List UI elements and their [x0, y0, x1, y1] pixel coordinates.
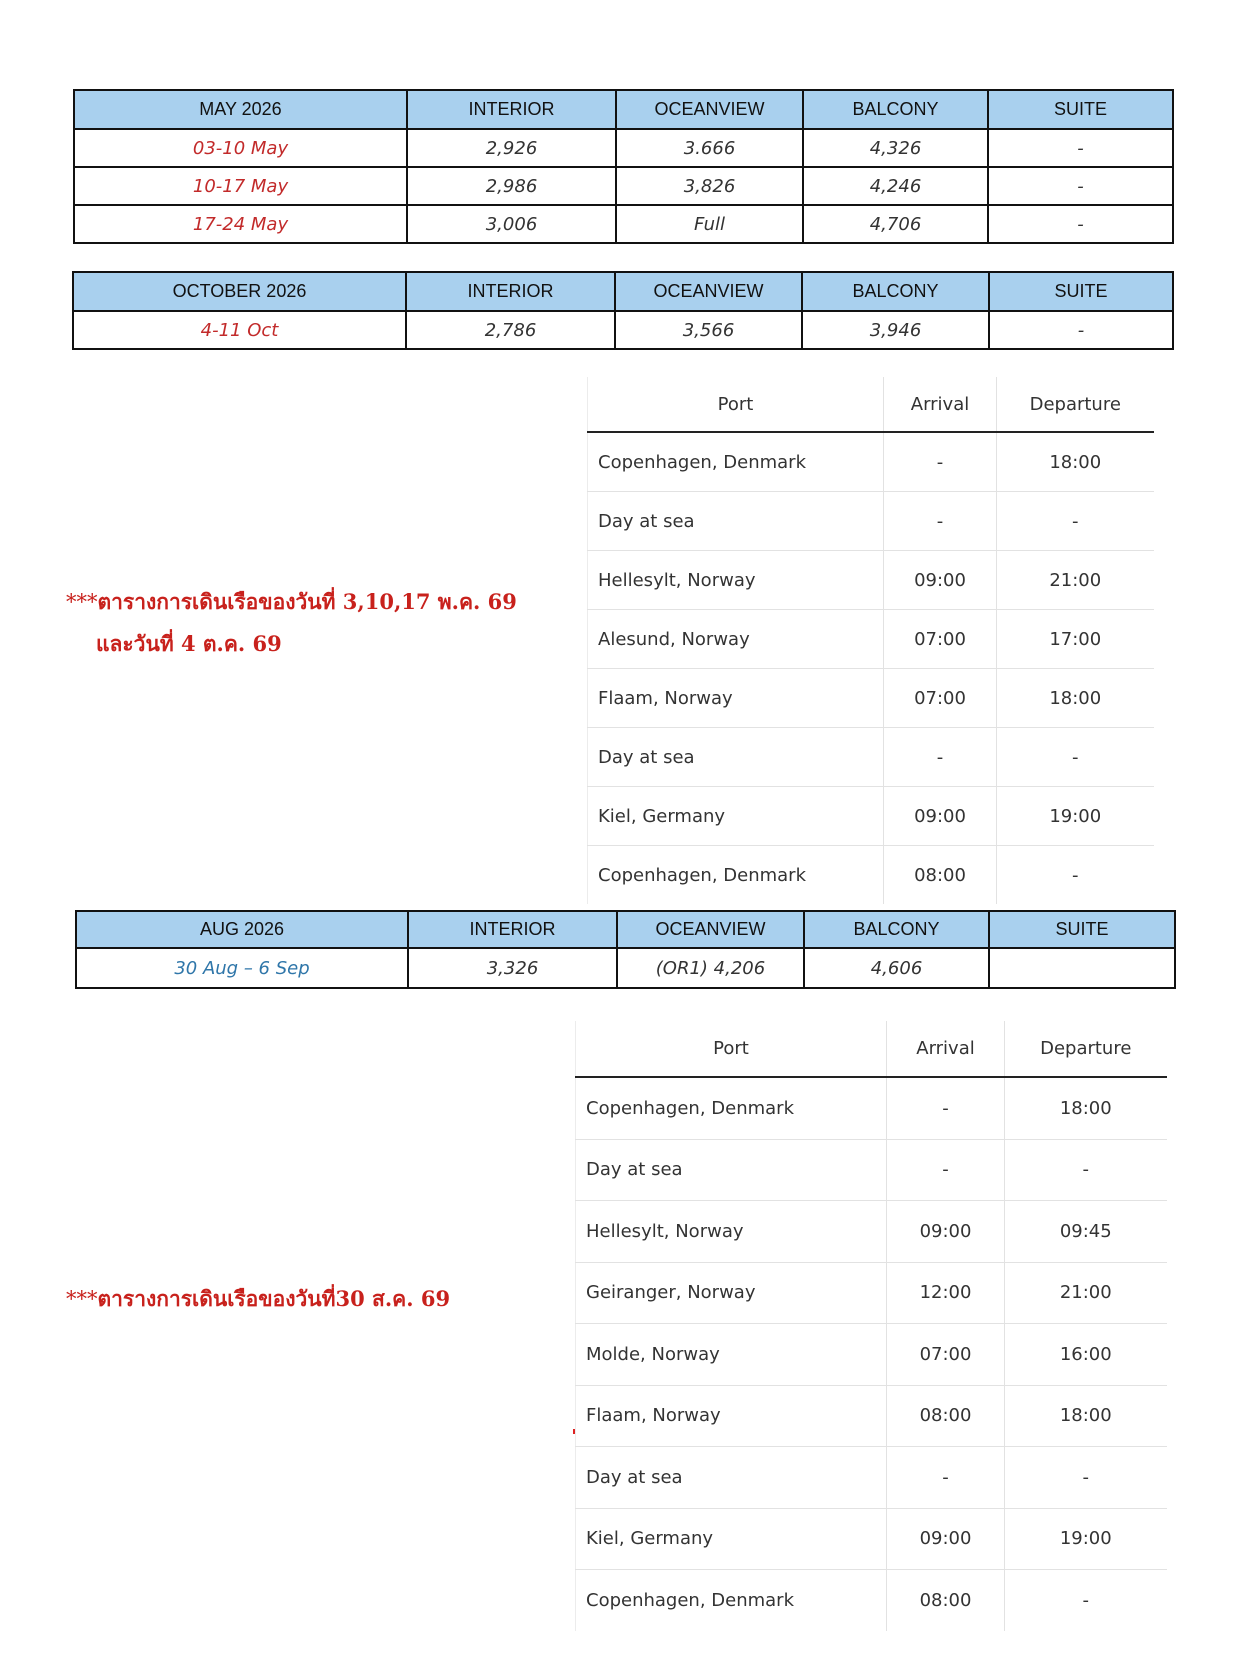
- arrival-time: -: [887, 1447, 1005, 1509]
- itinerary-table-aug: [575, 1021, 1167, 1631]
- suite-price: [989, 948, 1175, 988]
- itinerary-row: [576, 1447, 1167, 1509]
- header-oceanview: OCEANVIEW: [615, 272, 802, 311]
- oceanview-price: 3,826: [616, 167, 803, 205]
- itinerary-note-aug: [66, 1278, 450, 1320]
- port-name: Day at sea: [588, 492, 884, 551]
- table-row: [74, 205, 1173, 243]
- sailing-date: 30 Aug – 6 Sep: [76, 948, 408, 988]
- note-line-1: ตารางการเดินเรือของวันที่ 3,10,17 พ.ค. 69: [97, 589, 517, 614]
- header-month: AUG 2026: [76, 911, 408, 948]
- departure-time: 19:00: [997, 787, 1154, 846]
- itinerary-row: [588, 432, 1154, 492]
- departure-time: 21:00: [997, 551, 1154, 610]
- october-2026-price-table: [72, 271, 1174, 350]
- arrival-time: -: [884, 728, 997, 787]
- arrival-time: -: [884, 492, 997, 551]
- suite-price: -: [989, 311, 1173, 349]
- header-suite: SUITE: [989, 911, 1175, 948]
- header-month: OCTOBER 2026: [73, 272, 406, 311]
- port-name: Geiranger, Norway: [576, 1262, 887, 1324]
- sailing-date: 10-17 May: [74, 167, 407, 205]
- header-balcony: BALCONY: [802, 272, 989, 311]
- departure-time: 09:45: [1005, 1201, 1167, 1263]
- balcony-price: 4,606: [804, 948, 989, 988]
- may-2026-price-table: [73, 89, 1174, 244]
- port-name: Hellesylt, Norway: [588, 551, 884, 610]
- departure-time: 21:00: [1005, 1262, 1167, 1324]
- departure-time: 18:00: [997, 432, 1154, 492]
- departure-time: -: [1005, 1139, 1167, 1201]
- departure-time: 16:00: [1005, 1324, 1167, 1386]
- itinerary-row: [576, 1570, 1167, 1631]
- balcony-price: 4,246: [803, 167, 988, 205]
- header-suite: SUITE: [988, 90, 1173, 129]
- arrival-time: 09:00: [884, 551, 997, 610]
- header-interior: INTERIOR: [406, 272, 615, 311]
- interior-price: 2,786: [406, 311, 615, 349]
- header-port: Port: [588, 377, 884, 432]
- header-interior: INTERIOR: [407, 90, 616, 129]
- arrival-time: 07:00: [884, 669, 997, 728]
- itinerary-header-row: [576, 1021, 1167, 1077]
- port-name: Alesund, Norway: [588, 610, 884, 669]
- departure-time: 19:00: [1005, 1508, 1167, 1570]
- departure-time: -: [997, 728, 1154, 787]
- arrival-time: 08:00: [884, 846, 997, 905]
- suite-price: -: [988, 167, 1173, 205]
- sailing-date: 4-11 Oct: [73, 311, 406, 349]
- note-asterisks: ***: [66, 590, 98, 614]
- balcony-price: 3,946: [802, 311, 989, 349]
- itinerary-row: [576, 1077, 1167, 1139]
- table-header-row: [73, 272, 1173, 311]
- aug-2026-price-table: [75, 910, 1176, 989]
- itinerary-table-may-oct: [587, 377, 1154, 904]
- table-row: [76, 948, 1175, 988]
- header-month: MAY 2026: [74, 90, 407, 129]
- sailing-date: 03-10 May: [74, 129, 407, 167]
- port-name: Flaam, Norway: [576, 1385, 887, 1447]
- arrival-time: 09:00: [884, 787, 997, 846]
- interior-price: 2,986: [407, 167, 616, 205]
- departure-time: 18:00: [1005, 1385, 1167, 1447]
- arrival-time: 09:00: [887, 1508, 1005, 1570]
- arrival-time: -: [887, 1139, 1005, 1201]
- port-name: Copenhagen, Denmark: [576, 1570, 887, 1631]
- table-row: [74, 129, 1173, 167]
- table-row: [74, 167, 1173, 205]
- note-line-1: ตารางการเดินเรือของวันที่30 ส.ค. 69: [97, 1286, 451, 1311]
- header-suite: SUITE: [989, 272, 1173, 311]
- table-header-row: [74, 90, 1173, 129]
- balcony-price: 4,326: [803, 129, 988, 167]
- arrival-time: 09:00: [887, 1201, 1005, 1263]
- header-oceanview: OCEANVIEW: [616, 90, 803, 129]
- itinerary-row: [576, 1324, 1167, 1386]
- port-name: Day at sea: [576, 1139, 887, 1201]
- port-name: Copenhagen, Denmark: [576, 1077, 887, 1139]
- table-row: [73, 311, 1173, 349]
- balcony-price: 4,706: [803, 205, 988, 243]
- itinerary-row: [588, 551, 1154, 610]
- oceanview-price: Full: [616, 205, 803, 243]
- departure-time: 17:00: [997, 610, 1154, 669]
- suite-price: -: [988, 129, 1173, 167]
- itinerary-row: [588, 610, 1154, 669]
- itinerary-row: [588, 728, 1154, 787]
- interior-price: 3,326: [408, 948, 617, 988]
- header-balcony: BALCONY: [803, 90, 988, 129]
- itinerary-row: [588, 787, 1154, 846]
- port-name: Kiel, Germany: [576, 1508, 887, 1570]
- note-line-2: และวันที่ 4 ต.ค. 69: [96, 631, 282, 656]
- header-arrival: Arrival: [884, 377, 997, 432]
- interior-price: 2,926: [407, 129, 616, 167]
- departure-time: -: [997, 846, 1154, 905]
- itinerary-row: [576, 1201, 1167, 1263]
- table-header-row: [76, 911, 1175, 948]
- oceanview-price: (OR1) 4,206: [617, 948, 804, 988]
- arrival-time: 07:00: [884, 610, 997, 669]
- interior-price: 3,006: [407, 205, 616, 243]
- departure-time: -: [1005, 1447, 1167, 1509]
- itinerary-row: [588, 846, 1154, 905]
- port-name: Hellesylt, Norway: [576, 1201, 887, 1263]
- port-name: Kiel, Germany: [588, 787, 884, 846]
- itinerary-row: [576, 1508, 1167, 1570]
- departure-time: -: [1005, 1570, 1167, 1631]
- header-interior: INTERIOR: [408, 911, 617, 948]
- arrival-time: 12:00: [887, 1262, 1005, 1324]
- header-arrival: Arrival: [887, 1021, 1005, 1077]
- departure-time: -: [997, 492, 1154, 551]
- header-balcony: BALCONY: [804, 911, 989, 948]
- departure-time: 18:00: [1005, 1077, 1167, 1139]
- itinerary-row: [588, 669, 1154, 728]
- port-name: Molde, Norway: [576, 1324, 887, 1386]
- arrival-time: 07:00: [887, 1324, 1005, 1386]
- note-asterisks: ***: [66, 1287, 98, 1311]
- oceanview-price: 3,566: [615, 311, 802, 349]
- port-name: Copenhagen, Denmark: [588, 846, 884, 905]
- itinerary-row: [576, 1262, 1167, 1324]
- departure-time: 18:00: [997, 669, 1154, 728]
- header-departure: Departure: [1005, 1021, 1167, 1077]
- itinerary-row: [588, 492, 1154, 551]
- itinerary-row: [576, 1385, 1167, 1447]
- oceanview-price: 3.666: [616, 129, 803, 167]
- arrival-time: -: [887, 1077, 1005, 1139]
- itinerary-row: [576, 1139, 1167, 1201]
- arrival-time: -: [884, 432, 997, 492]
- arrival-time: 08:00: [887, 1385, 1005, 1447]
- sailing-date: 17-24 May: [74, 205, 407, 243]
- port-name: Day at sea: [588, 728, 884, 787]
- port-name: Flaam, Norway: [588, 669, 884, 728]
- arrival-time: 08:00: [887, 1570, 1005, 1631]
- header-departure: Departure: [997, 377, 1154, 432]
- port-name: Copenhagen, Denmark: [588, 432, 884, 492]
- suite-price: -: [988, 205, 1173, 243]
- itinerary-header-row: [588, 377, 1154, 432]
- port-name: Day at sea: [576, 1447, 887, 1509]
- header-oceanview: OCEANVIEW: [617, 911, 804, 948]
- itinerary-note-may-oct: [66, 581, 517, 664]
- header-port: Port: [576, 1021, 887, 1077]
